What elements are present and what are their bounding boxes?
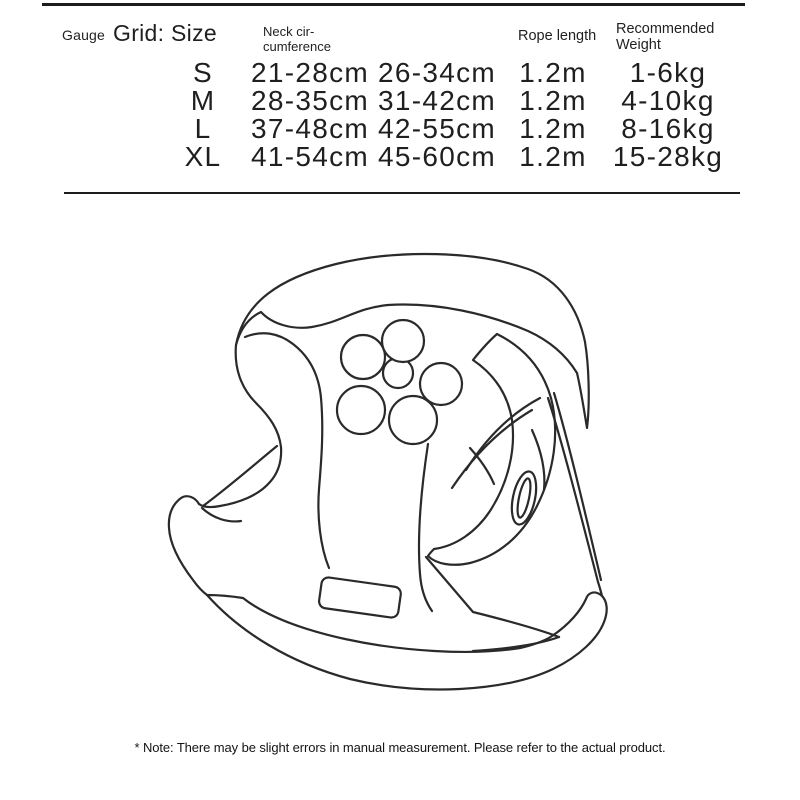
chest-cell: 26-34cm (377, 57, 497, 88)
table-row (158, 87, 732, 115)
size-cell: S (193, 57, 213, 88)
page-title: Grid: Size (113, 20, 217, 46)
table-row (158, 143, 732, 171)
column-header-neck-line2: cumference (263, 39, 331, 54)
size-cell: XL (184, 141, 222, 172)
size-cell: L (194, 113, 212, 144)
neck-cell: 37-48cm (250, 113, 370, 144)
rope-cell: 1.2m (519, 85, 587, 116)
weight-cell: 4-10kg (621, 85, 715, 116)
table-bottom-rule (64, 192, 740, 194)
column-header-rope: Rope length (518, 28, 597, 44)
rope-cell: 1.2m (519, 141, 587, 172)
pet-harness-illustration (150, 235, 640, 715)
weight-cell: 8-16kg (621, 113, 715, 144)
rope-cell: 1.2m (519, 113, 587, 144)
left-strap-hook (169, 496, 241, 595)
column-header-neck-line1: Neck cir- (263, 24, 315, 39)
chest-cell: 42-55cm (377, 113, 497, 144)
table-top-rule (42, 3, 745, 6)
chest-cell: 31-42cm (377, 85, 497, 116)
weight-cell: 15-28kg (612, 141, 724, 172)
neck-cell: 21-28cm (250, 57, 370, 88)
size-cell: M (190, 85, 216, 116)
rope-cell: 1.2m (519, 57, 587, 88)
sewn-label (318, 577, 402, 619)
table-row (158, 59, 732, 87)
weight-cell: 1-6kg (629, 57, 707, 88)
size-table (158, 59, 732, 171)
neck-cell: 41-54cm (250, 141, 370, 172)
column-header-weight-line1: Recommended (616, 21, 715, 37)
measurement-note: * Note: There may be slight errors in manual measurement. Please refer to the actual product. (134, 740, 666, 755)
neck-cell: 28-35cm (250, 85, 370, 116)
flower-decoration (337, 320, 462, 444)
column-header-weight (616, 21, 714, 53)
column-header-neck (263, 24, 331, 54)
gauge-label: Gauge (62, 27, 106, 43)
band-fold-lines (426, 557, 559, 651)
table-row (158, 115, 732, 143)
chest-cell: 45-60cm (377, 141, 497, 172)
column-header-weight-line2: Weight (616, 37, 661, 53)
